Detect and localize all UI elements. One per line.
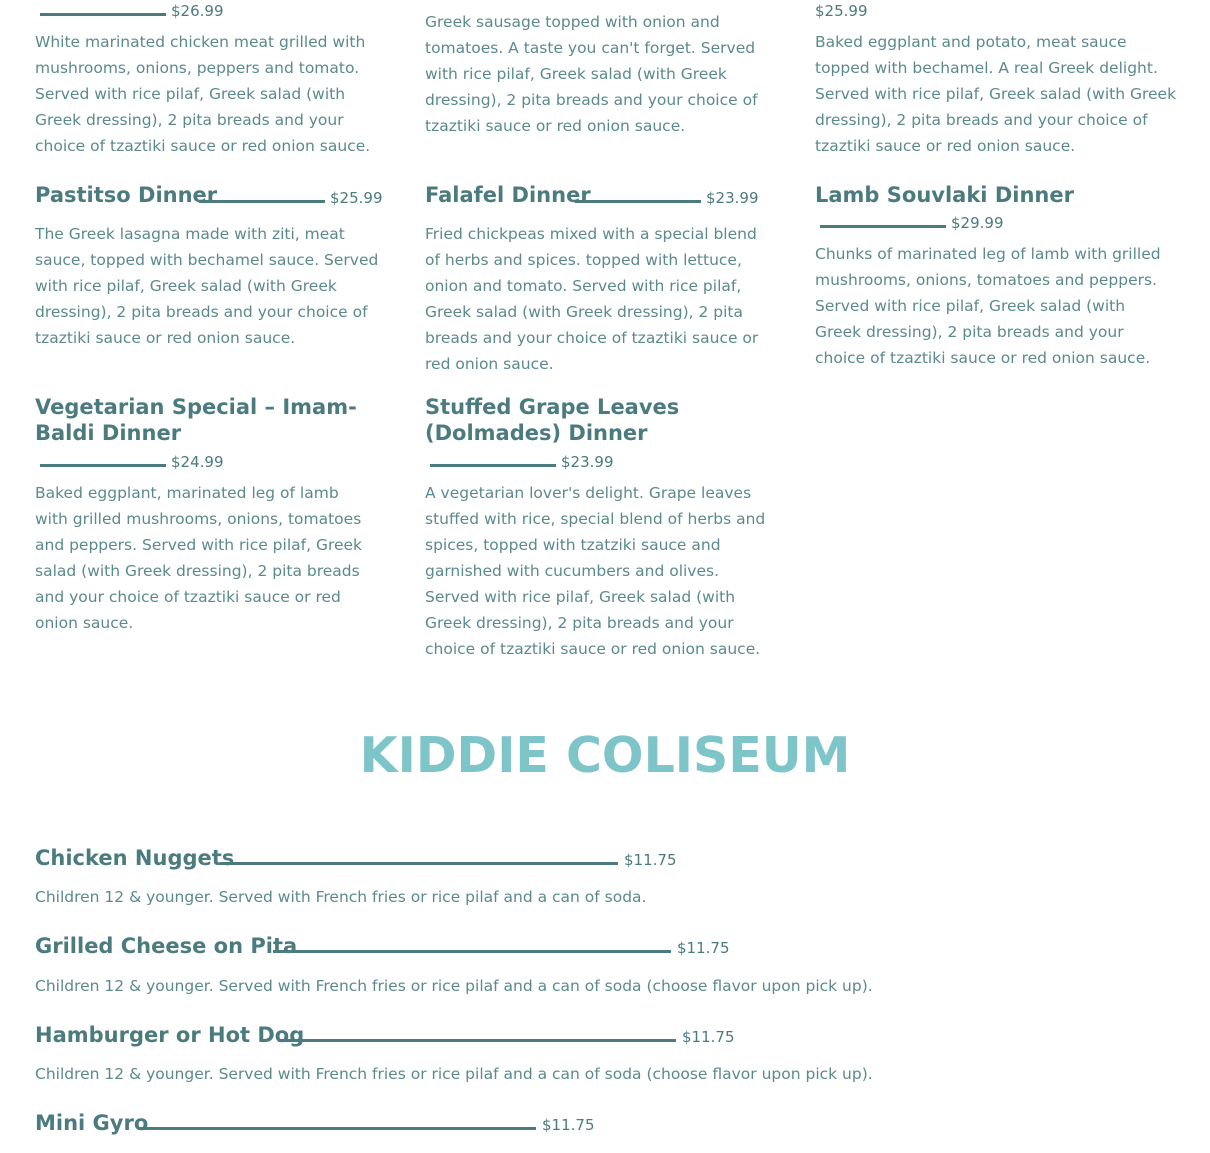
menu-item-pastitso — [35, 182, 395, 362]
item-price: $24.99 — [171, 453, 224, 471]
item-price: $23.99 — [706, 189, 759, 207]
item-price: $26.99 — [171, 2, 224, 20]
item-description: Baked eggplant, marinated leg of lamb with grilled mushrooms, onions, tomatoes and peppers. Served with rice pilaf, Greek salad (with Greek dressing), 2 pita breads and your choice of tzaztiki sauce or red onion sauce. — [35, 484, 363, 632]
menu-item-hamburger-hot-dog — [35, 1022, 935, 1092]
price-leader-line — [575, 200, 701, 203]
price-leader-line — [199, 200, 325, 203]
item-price: $11.75 — [624, 851, 677, 869]
item-name: Vegetarian Special – Imam-Baldi Dinner — [35, 395, 357, 445]
price-leader-line — [40, 464, 166, 467]
menu-item-mini-gyro — [35, 1110, 935, 1153]
item-price: $23.99 — [561, 453, 614, 471]
menu-item-lamb-souvlaki — [815, 182, 1185, 382]
item-name: Hamburger or Hot Dog — [35, 1023, 305, 1047]
menu-item-dolmades — [425, 394, 795, 664]
price-leader-line — [273, 950, 671, 953]
item-description: White marinated chicken meat grilled with mushrooms, onions, peppers and tomato. Served with rice pilaf, Greek salad (with Greek dressing), 2 pita breads and your choice of tzaztiki sauce or red onion sauce. — [35, 33, 371, 155]
item-name: Lamb Souvlaki Dinner — [815, 183, 1074, 207]
item-description: A vegetarian lover's delight. Grape leaves stuffed with rice, special blend of herbs and spices, topped with tzatziki sauce and garnished with cucumbers and olives. Served with rice pilaf, Greek salad (with Greek dressing), 2 pita breads and your choice of tzaztiki sauce or red onion sauce. — [425, 484, 766, 658]
item-description: Fried chickpeas mixed with a special blend of herbs and spices. topped with lettuce, onion and tomato. Served with rice pilaf, Greek salad (with Greek dressing), 2 pita breads and your choice of tzaztiki sauce or red onion sauce. — [425, 225, 759, 373]
price-leader-line — [40, 13, 166, 16]
menu-item-chicken-souvlaki — [35, 0, 395, 160]
price-leader-line — [220, 862, 618, 865]
item-description: Greek sausage topped with onion and tomatoes. A taste you can't forget. Served with rice pilaf, Greek salad (with Greek dressing), 2 pita breads and your choice of tzaztiki sauce or red onion sauce. — [425, 13, 758, 135]
item-name: Grilled Cheese on Pita — [35, 934, 298, 958]
menu-item-moussaka — [815, 0, 1185, 160]
item-price: $11.75 — [682, 1028, 735, 1046]
price-leader-line — [278, 1039, 676, 1042]
menu-item-imam-baldi — [35, 394, 395, 632]
item-description: The Greek lasagna made with ziti, meat sauce, topped with bechamel sauce. Served with rice pilaf, Greek salad (with Greek dressing), 2 pita breads and your choice of tzaztiki sauce or red onion sauce. — [35, 225, 379, 347]
item-description: Children 12 & younger. Served with French fries or rice pilaf and a can of soda. — [35, 888, 647, 906]
menu-item-falafel — [425, 182, 785, 373]
item-price: $11.75 — [542, 1116, 595, 1134]
menu-item-chicken-nuggets — [35, 845, 935, 915]
price-leader-line — [138, 1127, 536, 1130]
item-name: Chicken Nuggets — [35, 846, 235, 870]
item-description: Children 12 & younger. Served with French fries or rice pilaf and a can of soda (choose flavor upon pick up). — [35, 977, 873, 995]
item-price: $29.99 — [951, 214, 1004, 232]
item-description: Children 12 & younger. Served with French fries or rice pilaf and a can of soda (choose flavor upon pick up). — [35, 1065, 873, 1083]
item-name: Pastitso Dinner — [35, 183, 218, 207]
menu-item-greek-sausage — [425, 0, 785, 140]
item-name: Stuffed Grape Leaves (Dolmades) Dinner — [425, 395, 680, 445]
price-leader-line — [430, 464, 556, 467]
item-price: $25.99 — [330, 189, 383, 207]
section-title: KIDDIE COLISEUM — [359, 727, 851, 784]
item-price: $11.75 — [677, 939, 730, 957]
item-name: Falafel Dinner — [425, 183, 591, 207]
item-description: Chunks of marinated leg of lamb with grilled mushrooms, onions, tomatoes and peppers. Served with rice pilaf, Greek salad (with Greek dressing), 2 pita breads and your choice of tzaztiki sauce or red onion sauce. — [815, 245, 1161, 367]
item-description: Baked eggplant and potato, meat sauce topped with bechamel. A real Greek delight. Served with rice pilaf, Greek salad (with Greek dressing), 2 pita breads and your choice of tzaztiki sauce or red onion sauce. — [815, 33, 1177, 155]
price-leader-line — [820, 225, 946, 228]
item-price: $25.99 — [815, 2, 868, 20]
menu-item-grilled-cheese — [35, 933, 935, 1003]
item-name: Mini Gyro — [35, 1111, 149, 1135]
